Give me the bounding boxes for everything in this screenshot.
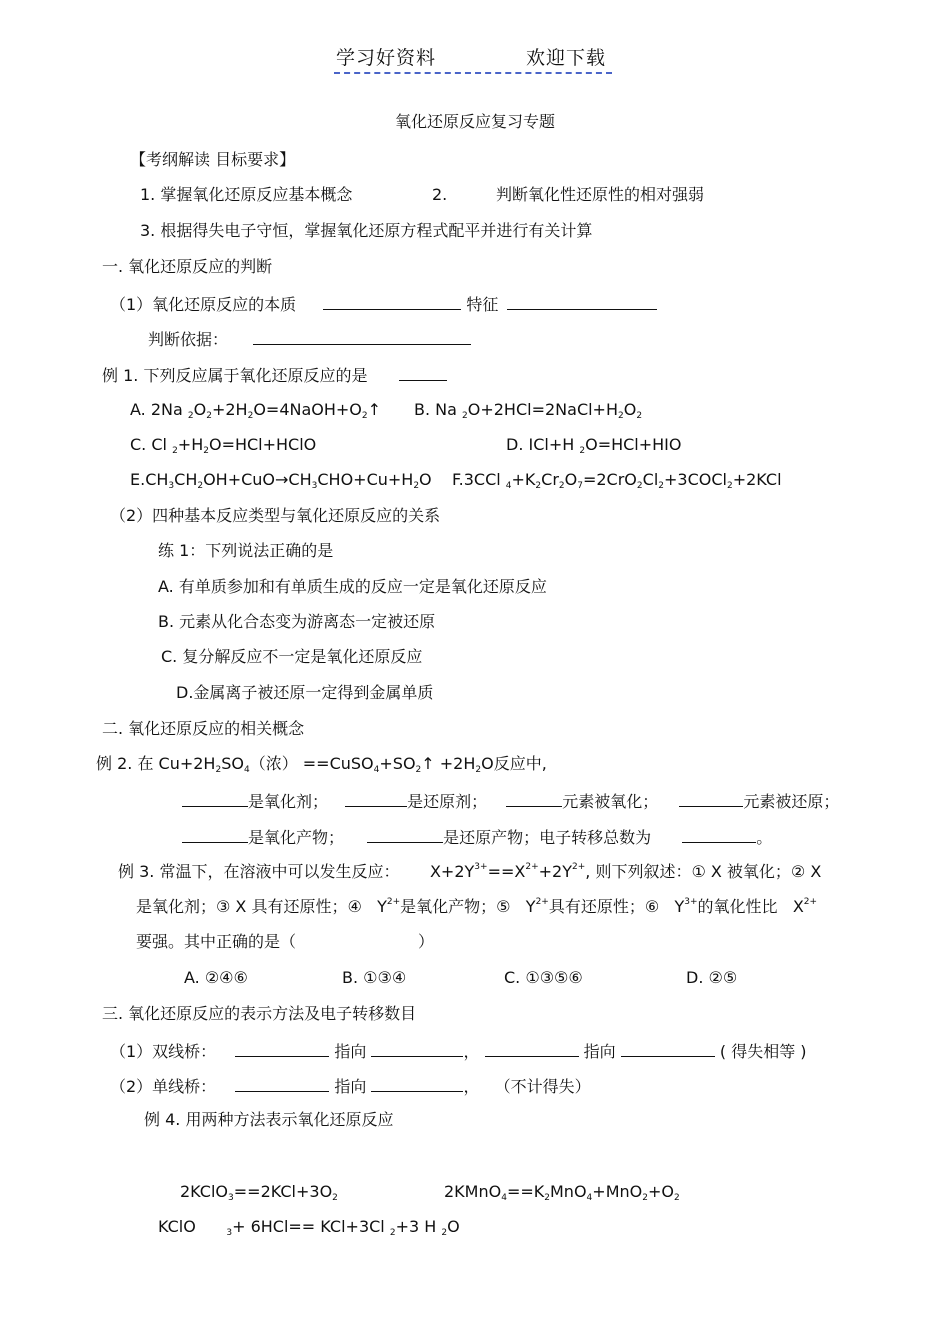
outline-item-3: 3. 根据得失电子守恒，掌握氧化还原方程式配平并进行有关计算 — [140, 221, 593, 240]
single-bridge: （2）单线桥： 指向 ， （不计得失） — [110, 1077, 591, 1096]
answer-a: A. ②④⑥ — [184, 968, 248, 987]
answer-b: B. ①③④ — [342, 968, 407, 987]
example-2-blanks-row1: 是氧化剂； 是还原剂； 元素被氧化； 元素被还原； — [182, 790, 839, 812]
blank-feature[interactable] — [507, 293, 657, 310]
blank-oxidant[interactable] — [182, 790, 248, 807]
practice-option-b: B. 元素从化合态变为游离态一定被还原 — [158, 612, 436, 631]
example-4: 例 4. 用两种方法表示氧化还原反应 — [144, 1110, 394, 1129]
outline-item-2-text: 判断氧化性还原性的相对强弱 — [496, 185, 705, 204]
equation-kclo3: $2KClO_3==2KCl+3O_2$ — [180, 1182, 338, 1203]
blank-electron-count[interactable] — [682, 826, 756, 843]
option-f: F.3CCl $_4+K_2Cr_2O_7=2CrO_2Cl_2+3COCl_2+2KCl$ — [452, 470, 782, 491]
section2-title: 二. 氧化还原反应的相关概念 — [102, 719, 305, 738]
practice-option-a: A. 有单质参加和有单质生成的反应一定是氧化还原反应 — [158, 577, 547, 596]
blank-element-oxidized[interactable] — [506, 790, 562, 807]
practice-option-d: D.金属离子被还原一定得到金属单质 — [176, 683, 434, 702]
blank-double-2[interactable] — [371, 1040, 463, 1057]
blank-double-1[interactable] — [235, 1040, 329, 1057]
equation-kmno4: $2KMnO_4==K_2MnO_4+MnO_2+O_2$ — [444, 1182, 680, 1203]
q1-basis: 判断依据： — [148, 328, 471, 350]
blank-basis[interactable] — [253, 328, 471, 345]
example-2-blanks-row2: 是氧化产物； 是还原产物；电子转移总数为 。 — [182, 826, 772, 848]
example-2: 例 2. 在 $Cu+2H_2SO_4$（浓） $==CuSO_4+SO_2↑ +2H_2O$反应中, — [96, 754, 547, 775]
outline-item-1: 1. 掌握氧化还原反应基本概念 — [140, 185, 353, 204]
blank-essence[interactable] — [323, 293, 461, 310]
example-3-line3: 要强。其中正确的是（ ） — [136, 932, 435, 951]
q1-label: （1）氧化还原反应的本质 特征 — [110, 293, 657, 315]
blank-reduction-product[interactable] — [367, 826, 443, 843]
section1-title: 一. 氧化还原反应的判断 — [102, 257, 273, 276]
page-title: 氧化还原反应复习专题 — [394, 112, 555, 131]
blank-double-4[interactable] — [621, 1040, 715, 1057]
blank-element-reduced[interactable] — [679, 790, 743, 807]
blank-reductant[interactable] — [345, 790, 407, 807]
blank-single-2[interactable] — [371, 1075, 463, 1092]
header-dashed-underline — [334, 72, 612, 74]
answer-d: D. ②⑤ — [686, 968, 738, 987]
equation-kclo3-hcl: KClO $_3$+ 6HCl== KCl+3Cl $_2$+3 H $_2$O — [158, 1217, 460, 1238]
header-left: 学习好资料 — [336, 47, 437, 69]
answer-c: C. ①③⑤⑥ — [504, 968, 583, 987]
option-b: B. Na $_2O+2HCl=2NaCl+H_2O_2$ — [414, 400, 643, 421]
practice-option-c: C. 复分解反应不一定是氧化还原反应 — [161, 647, 423, 666]
blank-ex1[interactable] — [399, 364, 447, 381]
option-a: A. 2Na $_2O_2+2H_2O=4NaOH+O_2↑$ — [130, 400, 382, 421]
example-3-line2: 是氧化剂；③ X 具有还原性；④ $Y^{2+}$是氧化产物；⑤ $Y^{2+}$具有还原性；⑥ $Y^{3+}$的氧化性比 $X^{2+}$ — [136, 897, 818, 916]
example-3-line1: 例 3. 常温下，在溶液中可以发生反应： $X+2Y^{3+}==X^{2+}+2Y^{2+}$, 则下列叙述：① X 被氧化；② X — [118, 862, 822, 881]
header-right: 欢迎下载 — [526, 47, 607, 69]
section3-title: 三. 氧化还原反应的表示方法及电子转移数目 — [102, 1004, 417, 1023]
example-1: 例 1. 下列反应属于氧化还原反应的是 — [102, 364, 447, 386]
blank-oxidation-product[interactable] — [182, 826, 248, 843]
option-d: D. ICl+H $_2$O=HCl+HIO — [506, 435, 682, 456]
double-bridge: （1）双线桥： 指向 ， 指向 ( 得失相等 ) — [110, 1042, 807, 1061]
outline-item-2-num: 2. — [432, 185, 448, 204]
blank-double-3[interactable] — [485, 1040, 579, 1057]
practice-1: 练 1：下列说法正确的是 — [158, 541, 334, 560]
blank-single-1[interactable] — [235, 1075, 329, 1092]
option-c: C. Cl $_2+H_2O=HCl+HClO$ — [130, 435, 317, 456]
option-e: $E.CH_3CH_2OH+CuO\to CH_3CHO+Cu+H_2O$ — [130, 470, 432, 491]
q2-label: （2）四种基本反应类型与氧化还原反应的关系 — [110, 506, 441, 525]
outline-heading: 【考纲解读 目标要求】 — [130, 150, 296, 169]
